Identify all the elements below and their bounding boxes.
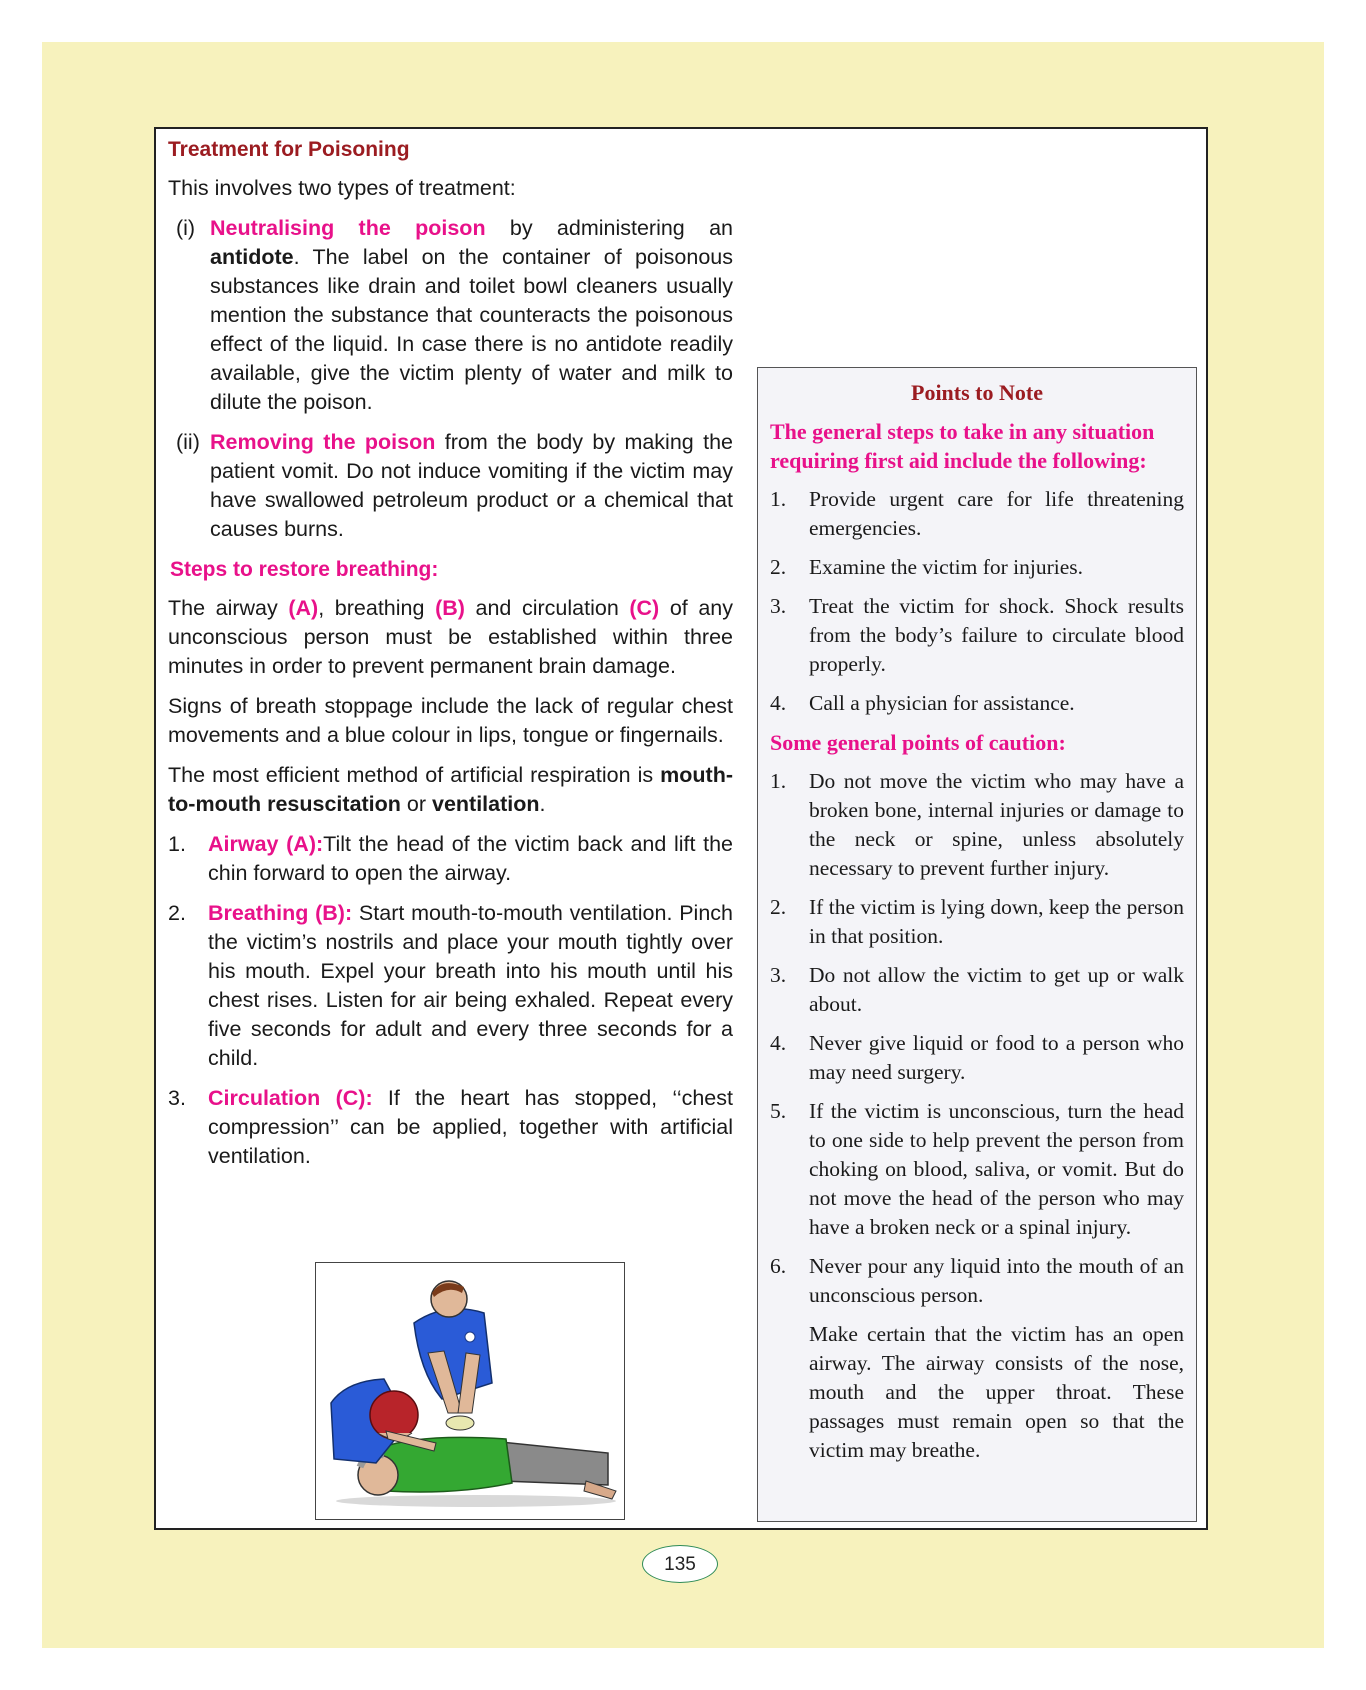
list-number: 1. (770, 487, 787, 511)
label-b: (B) (435, 596, 465, 620)
list-item (770, 485, 1184, 543)
list-item (770, 961, 1184, 1019)
text-run: . (539, 792, 546, 816)
left-column (168, 131, 733, 1182)
text-run: The most efficient method of artificial respiration is (168, 763, 661, 787)
points-to-note-box (757, 367, 1197, 1522)
list-number: 1. (770, 769, 787, 793)
treatment-item (168, 214, 733, 417)
text-run: and circulation (464, 596, 630, 620)
text-run: or (400, 792, 432, 816)
step-key: Breathing (B): (208, 901, 353, 925)
list-number: 4. (770, 691, 787, 715)
list-text: Never pour any liquid into the mouth of an unconscious person. (809, 1254, 1184, 1307)
label-a: (A) (288, 596, 319, 620)
treatment-item (168, 428, 733, 544)
step-number: 3. (168, 1086, 186, 1110)
note-title: Points to Note (911, 380, 1043, 405)
cpr-drawing (316, 1263, 624, 1519)
item-text (210, 214, 733, 417)
list-text: Provide urgent care for life threatening emergencies. (809, 487, 1184, 540)
treatment-rest: . The label on the container of poisonous substances like drain and toilet bowl cleaners usually mention the substance that counteracts the poisonous effect of the liquid. In case there is no antidote readily available, give the victim plenty of water and milk to dilute the poison. (210, 245, 733, 414)
list-item (770, 1252, 1184, 1310)
list-text: If the victim is unconscious, turn the head to one side to help prevent the person from choking on blood, saliva, or vomit. But do not move the head of the person who may have a broken neck or a spinal injury. (809, 1099, 1184, 1239)
list-item (770, 689, 1184, 718)
section-title: Treatment for Poisoning (168, 138, 410, 161)
list-number: 4. (770, 1031, 787, 1055)
antidote-term: antidote (210, 245, 294, 269)
step-text (208, 830, 733, 888)
item-text (210, 428, 733, 544)
item-number: (i) (176, 216, 196, 240)
step-text (208, 1084, 733, 1171)
treatment-pre: by administering an (485, 216, 733, 240)
cpr-illustration (315, 1262, 625, 1520)
list-number: 5. (770, 1099, 787, 1123)
text-run: , breathing (318, 596, 436, 620)
step-text (208, 899, 733, 1073)
list-item (770, 767, 1184, 883)
text-run: of any unconscious person must be established within three minutes in order to prevent permanent brain damage. (168, 596, 734, 678)
note-heading-caution: Some general points of caution: (770, 730, 1066, 755)
list-text: If the victim is lying down, keep the person in that position. (809, 895, 1184, 948)
list-number: 2. (770, 895, 787, 919)
list-number: 3. (770, 963, 787, 987)
list-text: Call a physician for assistance. (809, 691, 1075, 715)
list-item (770, 553, 1184, 582)
list-number: 2. (770, 555, 787, 579)
closing-paragraph: Make certain that the victim has an open airway. The airway consists of the nose, mouth and the upper throat. These passages must remain open so that the victim may breathe. (809, 1322, 1184, 1462)
note-heading-general: The general steps to take in any situation requiring first aid include the following: (770, 419, 1155, 473)
abc-paragraph (168, 594, 733, 681)
step-item (168, 1084, 733, 1171)
list-text: Examine the victim for injuries. (809, 555, 1084, 579)
label-c: (C) (629, 596, 660, 620)
step-body: If the heart has stopped, ‘‘chest compression’’ can be applied, together with artificial ventilation. (208, 1086, 733, 1168)
list-number: 3. (770, 594, 787, 618)
step-body: Start mouth-to-mouth ventilation. Pinch the victim’s nostrils and place your mouth tightly over his mouth. Expel your breath into his mouth until his chest rises. Listen for air being exhaled. Repeat every five seconds for adult and every three seconds for a child. (208, 901, 733, 1070)
step-item (168, 899, 733, 1073)
list-item (770, 1097, 1184, 1242)
page-number: 135 (642, 1545, 718, 1583)
item-number: (ii) (176, 430, 200, 454)
list-item (770, 592, 1184, 679)
list-text: Treat the victim for shock. Shock results from the body’s failure to circulate blood properly. (809, 594, 1184, 676)
list-text: Do not allow the victim to get up or walk about. (809, 963, 1184, 1016)
method-paragraph (168, 761, 733, 819)
method-term: mouth-to-mouth resuscitation (168, 763, 733, 816)
list-text: Never give liquid or food to a person who may need surgery. (809, 1031, 1184, 1084)
signs-paragraph: Signs of breath stoppage include the lack of regular chest movements and a blue colour in lips, tongue or fingernails. (168, 694, 733, 747)
treatment-rest: from the body by making the patient vomit. Do not induce vomiting if the victim may have swallowed petroleum product or a chemical that causes burns. (210, 430, 733, 541)
content-frame (154, 127, 1208, 1530)
treatment-key: Neutralising the poison (210, 216, 486, 240)
intro-text: This involves two types of treatment: (168, 176, 516, 200)
treatment-key: Removing the poison (210, 430, 436, 454)
step-item (168, 830, 733, 888)
list-item (770, 893, 1184, 951)
step-number: 2. (168, 901, 186, 925)
list-item (770, 1029, 1184, 1087)
breathing-heading: Steps to restore breathing: (170, 558, 439, 581)
step-body: Tilt the head of the victim back and lift the chin forward to open the airway. (208, 832, 734, 885)
step-key: Airway (A): (208, 832, 324, 856)
list-text: Do not move the victim who may have a broken bone, internal injuries or damage to the neck or spine, unless absolutely necessary to prevent further injury. (809, 769, 1184, 880)
step-number: 1. (168, 832, 186, 856)
ventilation-term: ventilation (432, 792, 540, 816)
text-run: The airway (168, 596, 289, 620)
step-key: Circulation (C): (208, 1086, 373, 1110)
list-number: 6. (770, 1254, 787, 1278)
